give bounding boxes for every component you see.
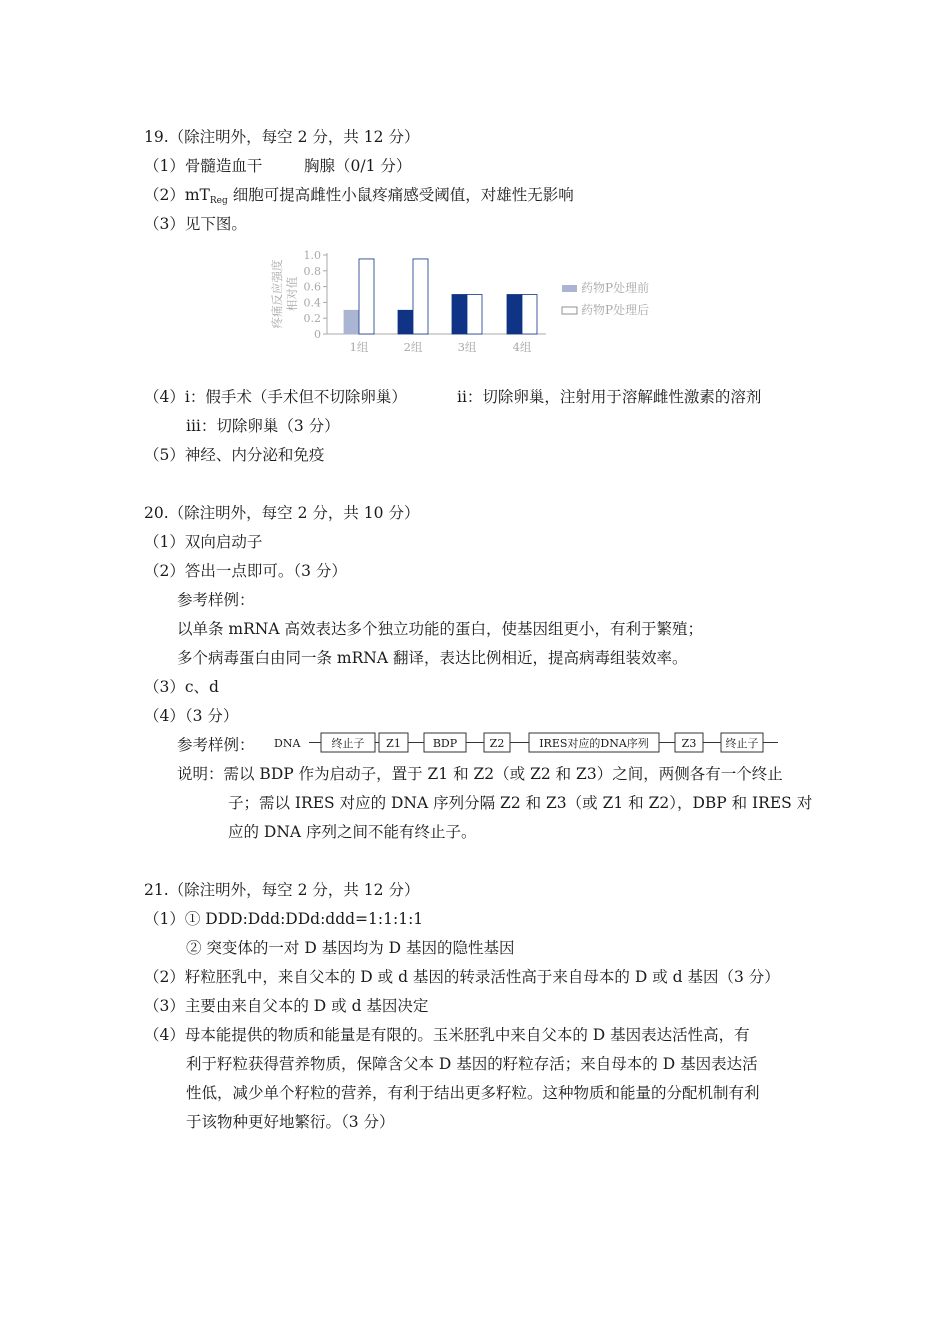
chart-ylabel-line1: 疼痛反应强度 xyxy=(270,259,284,329)
q20-reference-label-2: 参考样例： xyxy=(177,736,255,754)
q21-title: 21.（除注明外，每空 2 分，共 12 分） xyxy=(144,881,420,899)
q20-reference-1: 以单条 mRNA 高效表达多个独立功能的蛋白，使基因组更小，有利于繁殖； xyxy=(177,620,703,638)
dna-segment-label: Z3 xyxy=(681,737,697,750)
dna-label: DNA xyxy=(274,737,301,750)
q19-answer-2-pre: （2）mT xyxy=(144,186,210,204)
chart-x-tick-label: 2组 xyxy=(403,340,423,354)
q20-reference-label: 参考样例： xyxy=(177,591,255,609)
chart-ylabel-line2: 相对值 xyxy=(285,276,299,312)
pain-response-bar-chart xyxy=(270,245,670,360)
q20-answer-1: （1）双向启动子 xyxy=(144,533,263,551)
q20-note-line1: 说明：需以 BDP 作为启动子，置于 Z1 和 Z2（或 Z2 和 Z3）之间，两侧各有一个终止 xyxy=(177,765,783,783)
dna-construct-diagram xyxy=(273,731,783,755)
q19-answer-4-i: （4）i：假手术（手术但不切除卵巢） xyxy=(144,388,407,406)
q19-answer-2 xyxy=(144,185,574,211)
q20-title: 20.（除注明外，每空 2 分，共 10 分） xyxy=(144,504,420,522)
chart-y-tick-label: 0.2 xyxy=(303,312,321,326)
chart-y-tick-label: 0.4 xyxy=(303,296,321,310)
chart-legend-label-before: 药物P处理前 xyxy=(581,281,650,295)
chart-x-tick-label: 3组 xyxy=(457,340,477,354)
q19-answer-3: （3）见下图。 xyxy=(144,215,247,233)
q20-note-line2: 子；需以 IRES 对应的 DNA 序列分隔 Z2 和 Z3（或 Z1 和 Z2），DBP 和 IRES 对 xyxy=(228,794,813,812)
chart-bar-before xyxy=(507,295,522,335)
q21-answer-4-line4: 于该物种更好地繁衍。（3 分） xyxy=(186,1113,395,1131)
chart-bar-after xyxy=(359,259,374,334)
dna-segment-label: Z2 xyxy=(489,737,505,750)
chart-y-axis-label xyxy=(270,259,299,328)
q21-answer-4-line2: 利于籽粒获得营养物质，保障含父本 D 基因的籽粒存活；来自母本的 D 基因表达活 xyxy=(186,1055,758,1073)
chart-y-tick-label: 0.6 xyxy=(303,280,321,294)
chart-legend-swatch-before xyxy=(562,285,577,292)
chart-x-tick-label: 4组 xyxy=(512,340,532,354)
dna-segment-label: IRES对应的DNA序列 xyxy=(539,737,649,750)
chart-y-tick-label: 0.8 xyxy=(303,264,321,278)
chart-bar-before xyxy=(452,295,467,335)
chart-bar-after xyxy=(467,295,482,335)
chart-y-tick-label: 0 xyxy=(314,328,321,341)
q20-answer-4: （4）（3 分） xyxy=(144,707,239,725)
q20-answer-2: （2）答出一点即可。（3 分） xyxy=(144,562,347,580)
chart-bar-before xyxy=(344,310,359,334)
q19-answer-4-iii: iii：切除卵巢（3 分） xyxy=(186,417,340,435)
chart-legend-label-after: 药物P处理后 xyxy=(581,303,650,317)
q19-answer-2-post: 细胞可提高雌性小鼠疼痛感受阈值，对雄性无影响 xyxy=(227,186,574,204)
q21-answer-2: （2）籽粒胚乳中，来自父本的 D 或 d 基因的转录活性高于来自母本的 D 或 d 基因（3 分） xyxy=(144,968,780,986)
q20-note-line3: 应的 DNA 序列之间不能有终止子。 xyxy=(228,823,477,841)
chart-bar-after xyxy=(522,295,537,335)
chart-x-tick-label: 1组 xyxy=(349,340,369,354)
chart-y-tick-label: 1.0 xyxy=(303,249,321,262)
q19-answer-5: （5）神经、内分泌和免疫 xyxy=(144,446,325,464)
q19-answer-1-extra: 胸腺（0/1 分） xyxy=(304,157,412,175)
q21-answer-1b: ② 突变体的一对 D 基因均为 D 基因的隐性基因 xyxy=(186,939,515,957)
chart-bar-after xyxy=(413,259,428,334)
q21-answer-1a: （1）① DDD:Ddd:DDd:ddd=1:1:1:1 xyxy=(144,910,424,928)
q21-answer-4-line3: 性低，减少单个籽粒的营养，有利于结出更多籽粒。这种物质和能量的分配机制有利 xyxy=(186,1084,760,1102)
dna-segment-label: 终止子 xyxy=(725,737,759,750)
q19-answer-2-sub: Reg xyxy=(209,196,228,206)
q20-answer-3: （3）c、d xyxy=(144,678,219,696)
dna-segment-label: 终止子 xyxy=(331,737,365,750)
chart-legend-swatch-after xyxy=(562,307,577,314)
q21-answer-3: （3）主要由来自父本的 D 或 d 基因决定 xyxy=(144,997,429,1015)
dna-segment-label: Z1 xyxy=(386,737,401,750)
q19-answer-1: （1）骨髓造血干 xyxy=(144,157,263,175)
q20-reference-2: 多个病毒蛋白由同一条 mRNA 翻译，表达比例相近，提高病毒组装效率。 xyxy=(177,649,688,667)
q21-answer-4-line1: （4）母本能提供的物质和能量是有限的。玉米胚乳中来自父本的 D 基因表达活性高，有 xyxy=(144,1026,750,1044)
chart-bar-before xyxy=(398,310,413,334)
dna-segment-label: BDP xyxy=(432,737,458,750)
q19-answer-4-ii: ii：切除卵巢，注射用于溶解雌性激素的溶剂 xyxy=(457,388,762,406)
q19-title: 19.（除注明外，每空 2 分，共 12 分） xyxy=(144,128,420,146)
